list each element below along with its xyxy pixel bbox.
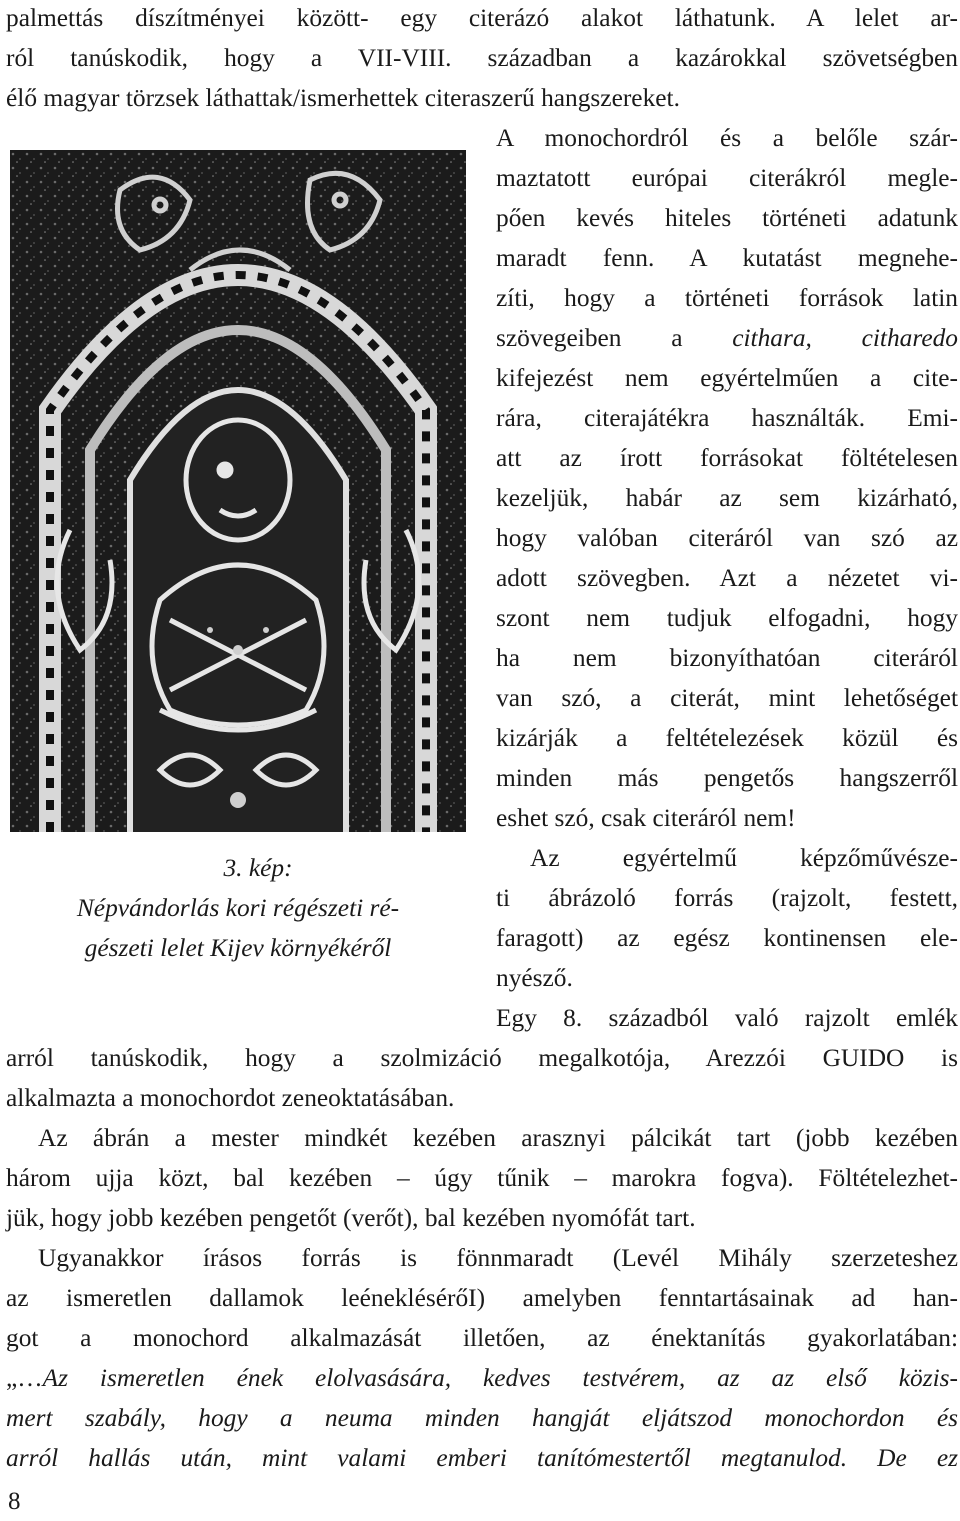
column-line: kizárják a feltételezések közül és [496,724,958,752]
column-line: van szó, a citerát, mint lehetőséget [496,684,958,712]
column-line: ti ábrázoló forrás (rajzolt, festett, [496,884,958,912]
body-line: alkalmazta a monochordot zeneoktatásában. [6,1084,455,1112]
body-line: három ujja közt, bal kezében – úgy tűnik – marokra fogva). Föltételezhet- [6,1164,958,1192]
body-line: got a monochord alkalmazását illetően, az énektanítás gyakorlatában: [6,1324,958,1352]
quote-line [6,1358,958,1398]
column-line: pően kevés hiteles történeti adatunk [496,204,958,232]
latin-term: cithara, citharedo [732,324,958,352]
column-line: hogy valóban citeráról van szó az [496,524,958,552]
quote-mark: „… [6,1364,43,1392]
column-line: eshet szó, csak citeráról nem! [496,804,796,832]
column-line: zíti, hogy a történeti források latin [496,284,958,312]
body-line: ról tanúskodik, hogy a VII-VIII. században a kazárokkal szövetségben [6,44,958,72]
caption-title: 3. kép: [223,854,293,882]
quote-text: Az ismeretlen ének elolvasására, kedves testvérem, az az első közis- [42,1364,958,1392]
body-line: palmettás díszítményei között- egy citerázó alakot láthatunk. A lelet ar- [6,4,958,32]
column-line: A monochordról és a belőle szár- [496,124,958,152]
body-line: élő magyar törzsek láthattak/ismerhettek citeraszerű hangszereket. [6,84,680,112]
caption-line: Népvándorlás kori régészeti ré- [76,894,400,923]
quote-line: arról hallás után, mint valami emberi tanítómestertől megtanulod. De ez [6,1444,958,1472]
column-line: szont nem tudjuk elfogadni, hogy [496,604,958,632]
body-line: az ismeretlen dallamok leéneklésérőI) amelyben fenntartásainak ad han- [6,1284,958,1312]
column-text: szövegeiben a [496,324,733,352]
body-line: arról tanúskodik, hogy a szolmizáció megalkotója, Arezzói GUIDO is [6,1044,958,1072]
column-line: kifejezést nem egyértelműen a cite- [496,364,958,392]
column-line: Az egyértelmű képzőművésze- [530,844,958,872]
body-line: Ugyanakkor írásos forrás is fönnmaradt (Levél Mihály szerzeteshez [38,1244,958,1272]
column-line: maradt fenn. A kutatást megnehe- [496,244,958,272]
body-line: jük, hogy jobb kezében pengetőt (verőt), bal kezében nyomófát tart. [6,1204,696,1232]
column-line: adott szövegben. Azt a nézetet vi- [496,564,958,592]
figure-caption [10,848,466,969]
column-line: rára, citerajátékra használták. Emi- [496,404,958,432]
page-number: 8 [8,1488,21,1515]
quote-line: mert szabály, hogy a neuma minden hangját eljátszod monochordon és [6,1404,958,1432]
column-line: minden más pengetős hangszerről [496,764,958,792]
body-line: Az ábrán a mester mindkét kezében arasznyi pálcikát tart (jobb kezében [38,1124,958,1152]
column-line: maztatott európai citerákról megle- [496,164,958,192]
column-line [496,318,958,358]
column-line: kezeljük, habár az sem kizárható, [496,484,958,512]
column-line: nyésző. [496,964,573,992]
caption-line: gészeti lelet Kijev környékéről [84,934,392,963]
column-line: att az írott forrásokat föltételesen [496,444,958,472]
column-line: faragott) az egész kontinensen ele- [496,924,958,952]
column-line: ha nem bizonyíthatóan citeráról [496,644,958,672]
column-line: Egy 8. századból való rajzolt emlék [496,1004,958,1032]
archaeological-relief-image [10,150,466,832]
